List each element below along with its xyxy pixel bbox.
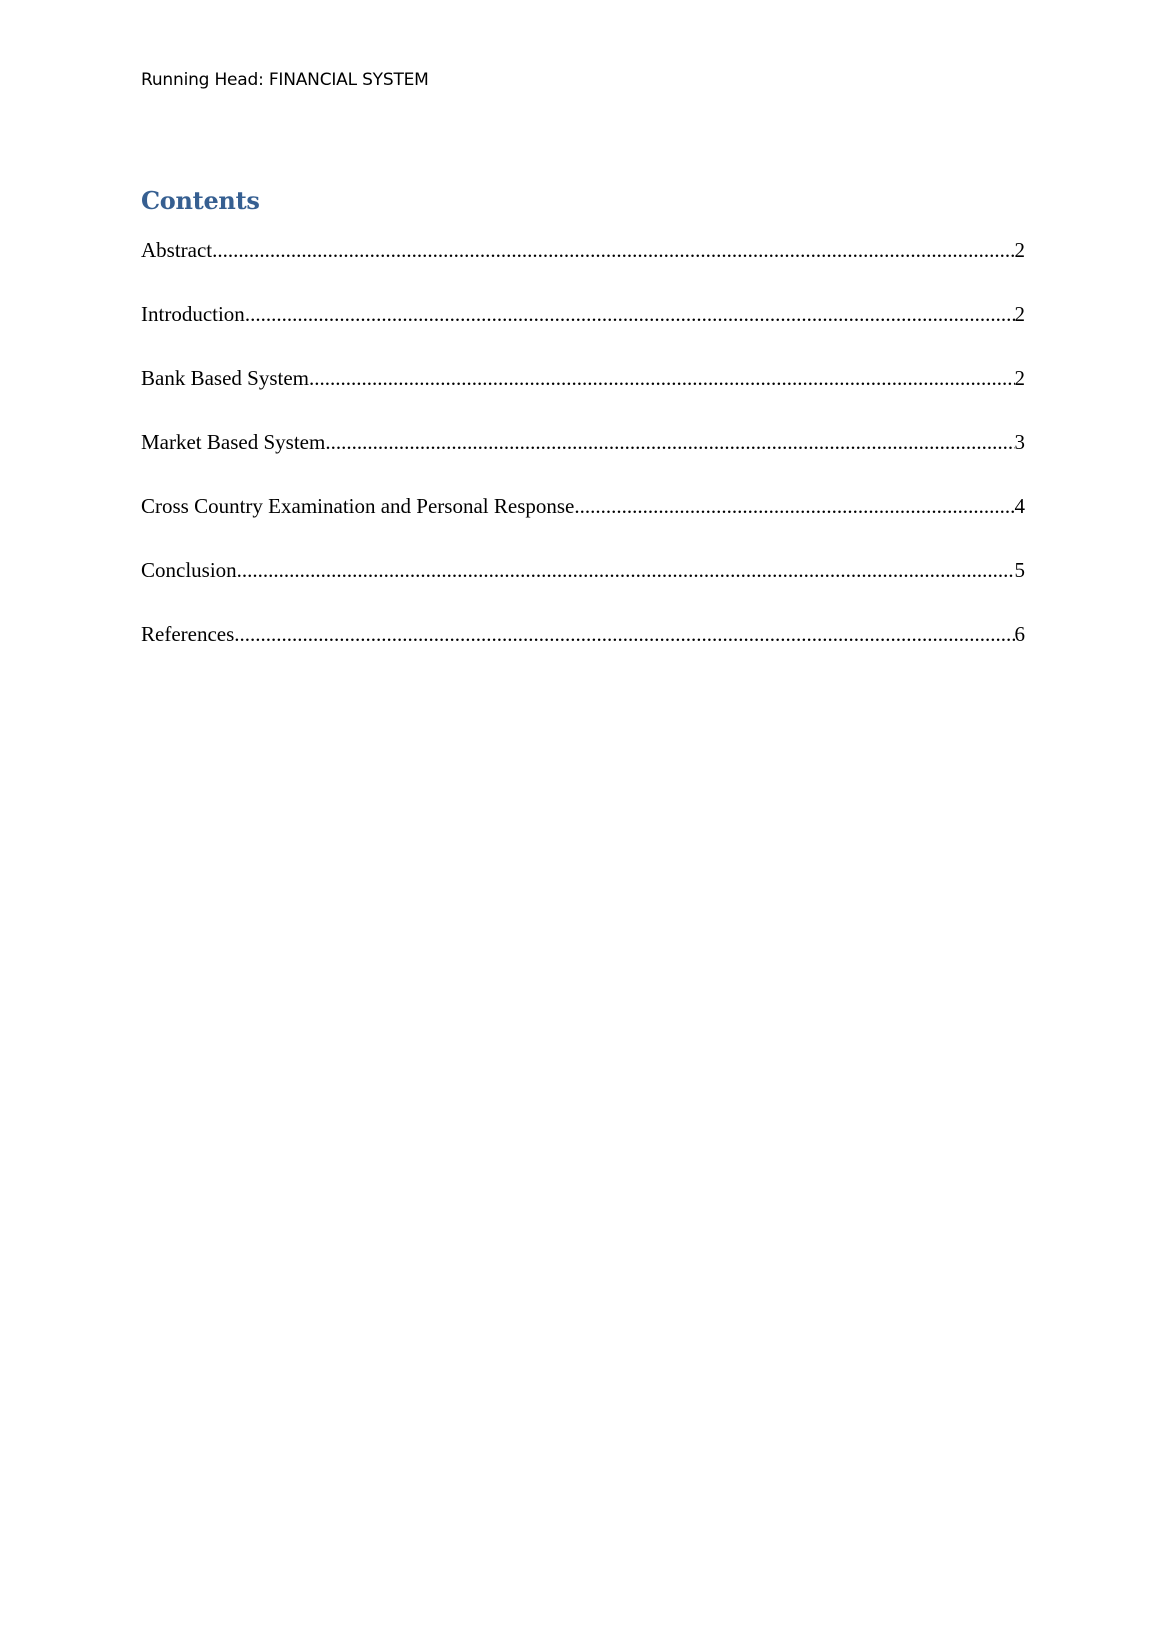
toc-page-number: 2 <box>1014 238 1025 262</box>
toc-entry-title: Conclusion <box>141 558 237 582</box>
toc-dot-leader <box>237 552 1015 588</box>
toc-dot-leader <box>325 424 1014 460</box>
toc-dot-leader <box>309 360 1015 396</box>
toc-entry-title: Abstract <box>141 238 213 262</box>
toc-dot-leader <box>245 296 1015 332</box>
toc-entry-bank-based-system[interactable] <box>141 360 1025 424</box>
toc-page-number: 2 <box>1014 366 1025 390</box>
toc-title: Contents <box>141 186 260 215</box>
toc-page-number: 5 <box>1014 558 1025 582</box>
toc-entry-title: Cross Country Examination and Personal Response <box>141 494 575 518</box>
toc-entry-cross-country-examination[interactable] <box>141 488 1025 552</box>
toc-entry-title: Bank Based System <box>141 366 309 390</box>
toc-entry-title: Introduction <box>141 302 245 326</box>
toc-entry-conclusion[interactable] <box>141 552 1025 616</box>
toc-page-number: 2 <box>1014 302 1025 326</box>
toc-entry-title: Market Based System <box>141 430 326 454</box>
toc-entry-title: References <box>141 622 235 646</box>
toc-entry-introduction[interactable] <box>141 296 1025 360</box>
running-head: Running Head: FINANCIAL SYSTEM <box>141 70 429 90</box>
toc-entry-market-based-system[interactable] <box>141 424 1025 488</box>
toc-dot-leader <box>574 488 1014 524</box>
toc-page-number: 4 <box>1014 494 1025 518</box>
toc-dot-leader <box>234 616 1014 652</box>
toc-page-number: 6 <box>1014 622 1025 646</box>
table-of-contents <box>141 232 1025 680</box>
toc-entry-references[interactable] <box>141 616 1025 680</box>
toc-entry-abstract[interactable] <box>141 232 1025 296</box>
toc-dot-leader <box>212 232 1014 268</box>
toc-page-number: 3 <box>1014 430 1025 454</box>
